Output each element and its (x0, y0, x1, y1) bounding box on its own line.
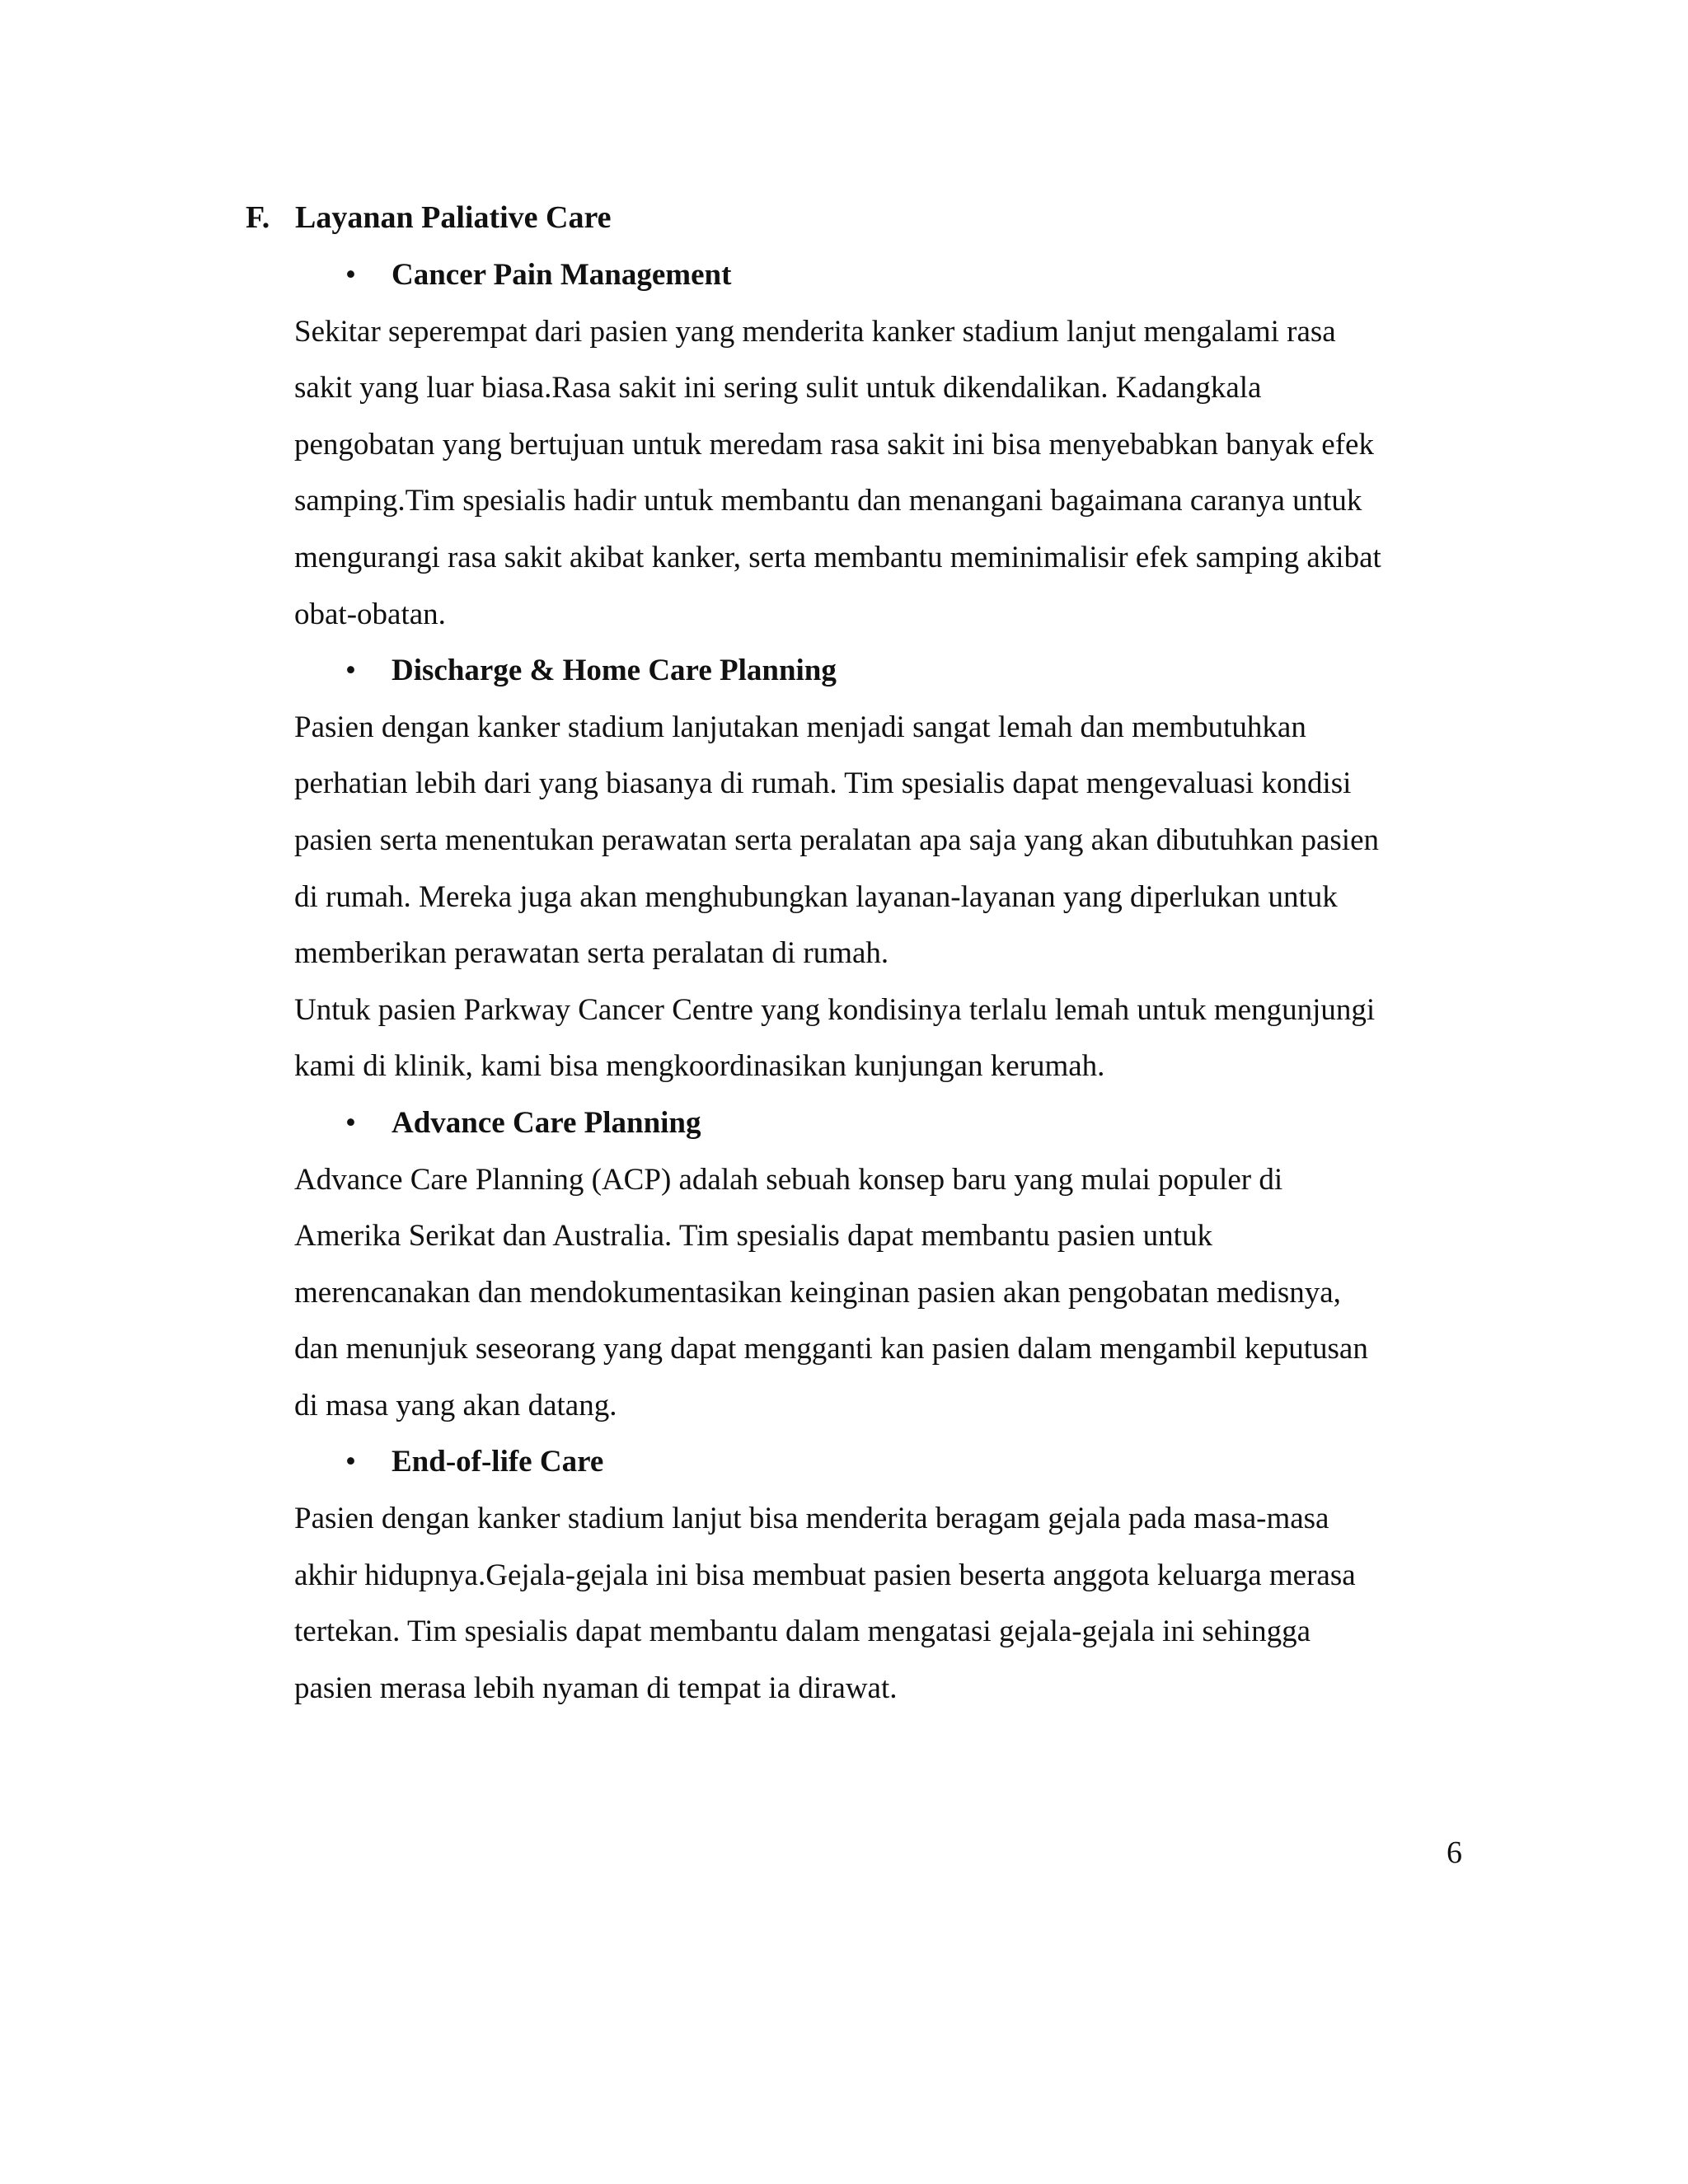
subsection-title: End-of-life Care (392, 1445, 604, 1479)
paragraph-line: kami di klinik, kami bisa mengkoordinasikan kunjungan kerumah. (294, 1049, 1105, 1084)
paragraph-line: dan menunjuk seseorang yang dapat mengganti kan pasien dalam mengambil keputusan (294, 1332, 1368, 1366)
paragraph-advance-care-planning (294, 1152, 1473, 1435)
paragraph-line: di masa yang akan datang. (294, 1388, 617, 1422)
subsection-heading-discharge-home-care (294, 643, 1473, 700)
subsection-heading-advance-care-planning (294, 1095, 1473, 1152)
subsection-title: Cancer Pain Management (392, 258, 732, 292)
bullet-icon: • (345, 258, 356, 292)
subsection-heading-end-of-life-care (294, 1434, 1473, 1491)
section-letter: F. (246, 200, 270, 235)
paragraph-line: sakit yang luar biasa.Rasa sakit ini sering sulit untuk dikendalikan. Kadangkala (294, 371, 1262, 405)
section-heading (246, 196, 612, 239)
paragraph-line: Advance Care Planning (ACP) adalah sebuah konsep baru yang mulai populer di (294, 1162, 1283, 1197)
paragraph-line: Pasien dengan kanker stadium lanjutakan menjadi sangat lemah dan membutuhkan (294, 710, 1306, 744)
paragraph-line: akhir hidupnya.Gejala-gejala ini bisa membuat pasien beserta anggota keluarga merasa (294, 1558, 1356, 1592)
paragraph-line: merencanakan dan mendokumentasikan keinginan pasien akan pengobatan medisnya, (294, 1275, 1341, 1310)
section-title: Layanan Paliative Care (295, 200, 612, 235)
paragraph-line: pasien serta menentukan perawatan serta peralatan apa saja yang akan dibutuhkan pasien (294, 823, 1380, 857)
paragraph-home-visit (294, 982, 1473, 1095)
paragraph-discharge-home-care (294, 700, 1473, 982)
paragraph-line: tertekan. Tim spesialis dapat membantu dalam mengatasi gejala-gejala ini sehingga (294, 1615, 1311, 1649)
paragraph-line: Untuk pasien Parkway Cancer Centre yang kondisinya terlalu lemah untuk mengunjungi (294, 992, 1376, 1027)
paragraph-line: obat-obatan. (294, 597, 446, 631)
paragraph-line: Pasien dengan kanker stadium lanjut bisa menderita beragam gejala pada masa-masa (294, 1502, 1329, 1536)
bullet-icon: • (345, 1105, 356, 1140)
subsection-title: Advance Care Planning (392, 1105, 701, 1140)
paragraph-cancer-pain-management (294, 304, 1473, 644)
subsection-heading-cancer-pain-management (294, 247, 1473, 304)
paragraph-line: Sekitar seperempat dari pasien yang menderita kanker stadium lanjut mengalami rasa (294, 314, 1336, 349)
paragraph-line: samping.Tim spesialis hadir untuk membantu dan menangani bagaimana caranya untuk (294, 484, 1362, 518)
paragraph-end-of-life-care (294, 1491, 1473, 1717)
paragraph-line: di rumah. Mereka juga akan menghubungkan layanan-layanan yang diperlukan untuk (294, 879, 1338, 914)
paragraph-line: memberikan perawatan serta peralatan di rumah. (294, 936, 889, 971)
paragraph-line: pengobatan yang bertujuan untuk meredam rasa sakit ini bisa menyebabkan banyak efek (294, 427, 1374, 462)
paragraph-line: perhatian lebih dari yang biasanya di rumah. Tim spesialis dapat mengevaluasi kondisi (294, 766, 1352, 801)
paragraph-line: pasien merasa lebih nyaman di tempat ia dirawat. (294, 1671, 898, 1705)
subsection-title: Discharge & Home Care Planning (392, 654, 837, 688)
document-body (294, 247, 1473, 1717)
page-number: 6 (1447, 1835, 1462, 1870)
paragraph-line: mengurangi rasa sakit akibat kanker, serta membantu meminimalisir efek samping akibat (294, 540, 1381, 574)
bullet-icon: • (345, 1445, 356, 1479)
paragraph-line: Amerika Serikat dan Australia. Tim spesialis dapat membantu pasien untuk (294, 1219, 1212, 1254)
bullet-icon: • (345, 654, 356, 688)
